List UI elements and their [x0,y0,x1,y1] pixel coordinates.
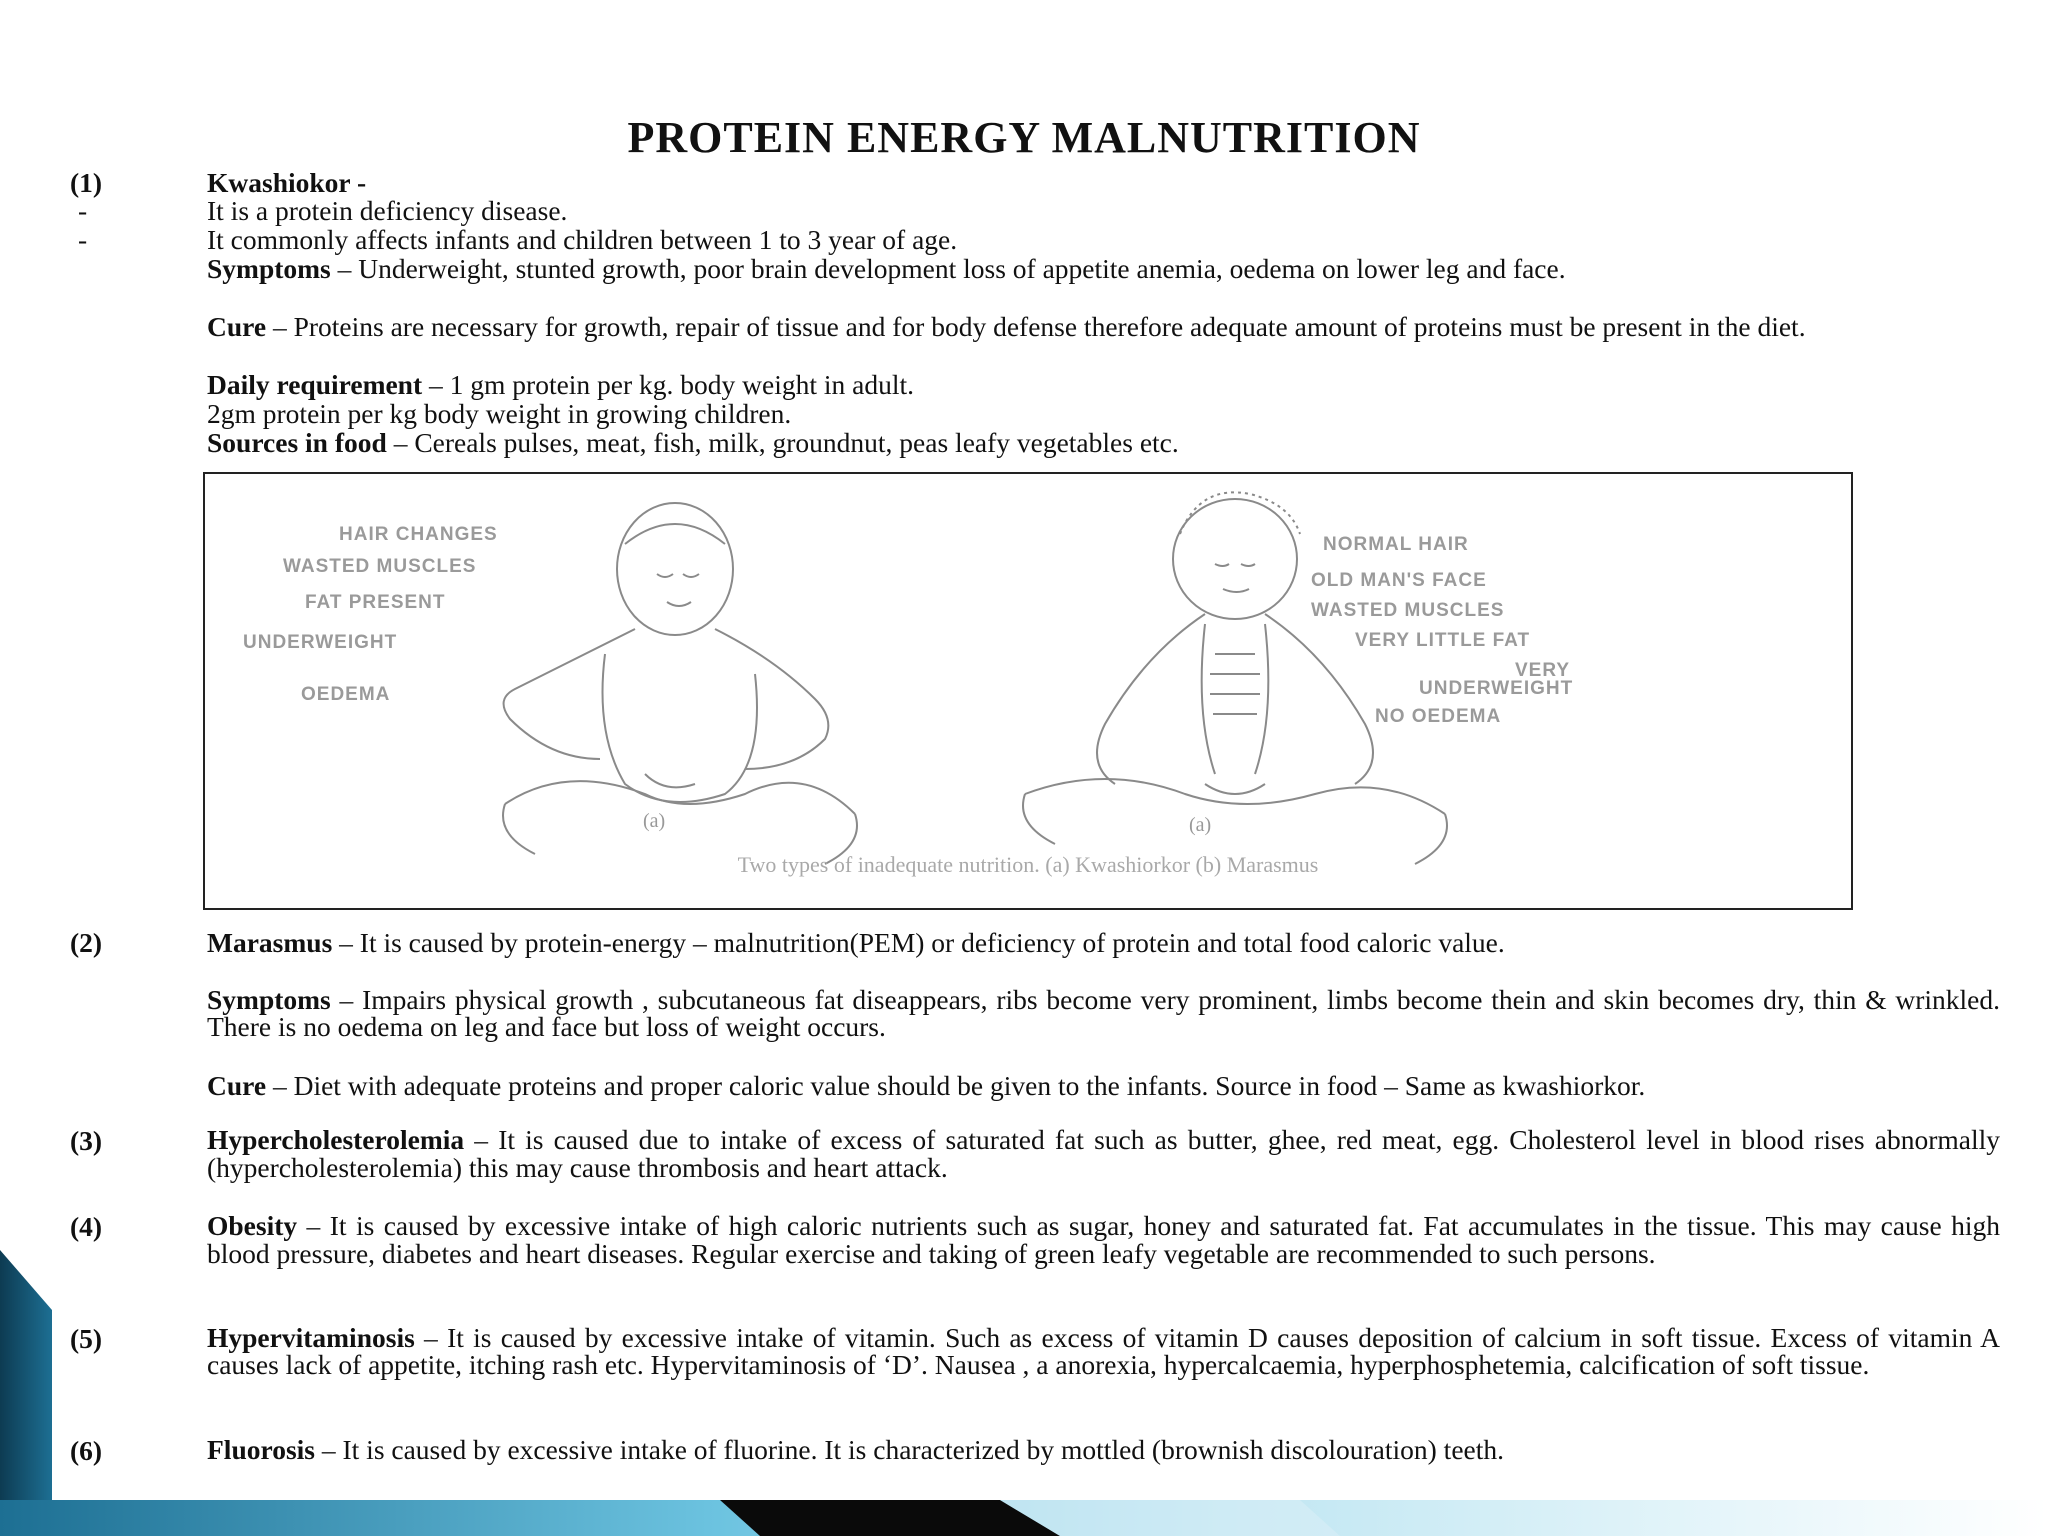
bullet-text: It commonly affects infants and children between 1 to 3 year of age. [207,224,958,255]
label-hair-changes: HAIR CHANGES [339,524,498,545]
label-fat-present: FAT PRESENT [305,592,446,613]
bullet-dash: - [78,195,88,226]
label-no-oedema: NO OEDEMA [1375,706,1502,727]
label-oedema: OEDEMA [301,684,391,705]
section-number: (2) [70,927,103,958]
section-heading: Kwashiokor - [207,167,367,198]
sources-text: – Cereals pulses, meat, fish, milk, groundnut, peas leafy vegetables etc. [386,427,1179,458]
obesity-text: – It is caused by excessive intake of high caloric nutrients such as sugar, honey and saturated fat. Fat accumulates in the tissue. This may cause high blood pressure, diabetes and heart diseases. Regular exercise and taking of green leafy vegetable are recommended to such persons. [207,1210,2000,1269]
bullet-text: It is a protein deficiency disease. [207,195,568,226]
symptoms-label: Symptoms [207,984,331,1015]
marasmus-text: – It is caused by protein-energy – malnutrition(PEM) or deficiency of protein and total food caloric value. [332,927,1505,958]
hypercholesterolemia-text: – It is caused due to intake of excess of saturated fat such as butter, ghee, red meat, egg. Cholesterol level in blood rises abnormally (hypercholesterolemia) this may cause thrombosis and heart attack. [207,1124,2000,1183]
hypervitaminosis-text: – It is caused by excessive intake of vitamin. Such as excess of vitamin D causes deposition of calcium in soft tissue. Excess of vitamin A causes lack of appetite, itching rash etc. Hypervitaminosis of ‘D’. Nausea , a anorexia, hypercalcaemia, hyperphosphetemia, calcification of soft tissue. [207,1322,2000,1380]
cure-text: – Proteins are necessary for growth, repair of tissue and for body defense therefore adequate amount of proteins must be present in the diet. [266,311,1806,342]
sub-label-b: (a) [1189,814,1212,836]
label-very: VERY [1515,660,1571,681]
fluorosis-label: Fluorosis [207,1434,315,1465]
section-number: (4) [70,1211,103,1242]
left-decoration [0,1250,52,1500]
hypercholesterolemia-label: Hypercholesterolemia [207,1124,465,1155]
label-wasted-muscles: WASTED MUSCLES [283,556,477,577]
section-number: (5) [70,1323,103,1354]
bullet-dash: - [78,224,88,255]
cure-label: Cure [207,311,267,342]
section-number: (6) [70,1435,103,1466]
sources-label: Sources in food [207,427,387,458]
page-title: PROTEIN ENERGY MALNUTRITION [627,113,1421,162]
daily-text: – 1 gm protein per kg. body weight in adult. [422,369,915,400]
bottom-decoration [0,1500,2048,1536]
daily-label: Daily requirement [207,369,423,400]
figure-caption: Two types of inadequate nutrition. (a) Kwashiorkor (b) Marasmus [737,852,1319,877]
malnutrition-figure [203,472,1853,910]
section-number: (1) [70,167,103,198]
cure-text: – Diet with adequate proteins and proper caloric value should be given to the infants. Source in food – Same as kwashiorkor. [266,1070,1646,1101]
label-wasted-muscles-b: WASTED MUSCLES [1311,600,1505,621]
cure-label: Cure [207,1070,267,1101]
label-very-underweight: UNDERWEIGHT [1419,678,1574,699]
sub-label-a: (a) [643,810,666,832]
hypervitaminosis-label: Hypervitaminosis [207,1322,415,1353]
section-number: (3) [70,1125,103,1156]
label-old-mans-face: OLD MAN'S FACE [1311,570,1487,591]
obesity-label: Obesity [207,1210,298,1241]
symptoms-text: – Underweight, stunted growth, poor brain development loss of appetite anemia, oedema on lower leg and face. [330,253,1566,284]
label-underweight: UNDERWEIGHT [243,632,398,653]
daily-text-2: 2gm protein per kg body weight in growing children. [207,398,792,429]
fluorosis-text: – It is caused by excessive intake of fluorine. It is characterized by mottled (brownish discolouration) teeth. [315,1434,1504,1465]
label-very-little-fat: VERY LITTLE FAT [1355,630,1531,651]
symptoms-text: – Impairs physical growth , subcutaneous fat diseappears, ribs become very prominent, limbs become thein and skin becomes dry, thin & wrinkled. There is no oedema on leg and face but loss of weight occurs. [207,984,2000,1042]
label-normal-hair: NORMAL HAIR [1323,534,1469,555]
marasmus-label: Marasmus [207,927,333,958]
symptoms-label: Symptoms [207,253,331,284]
